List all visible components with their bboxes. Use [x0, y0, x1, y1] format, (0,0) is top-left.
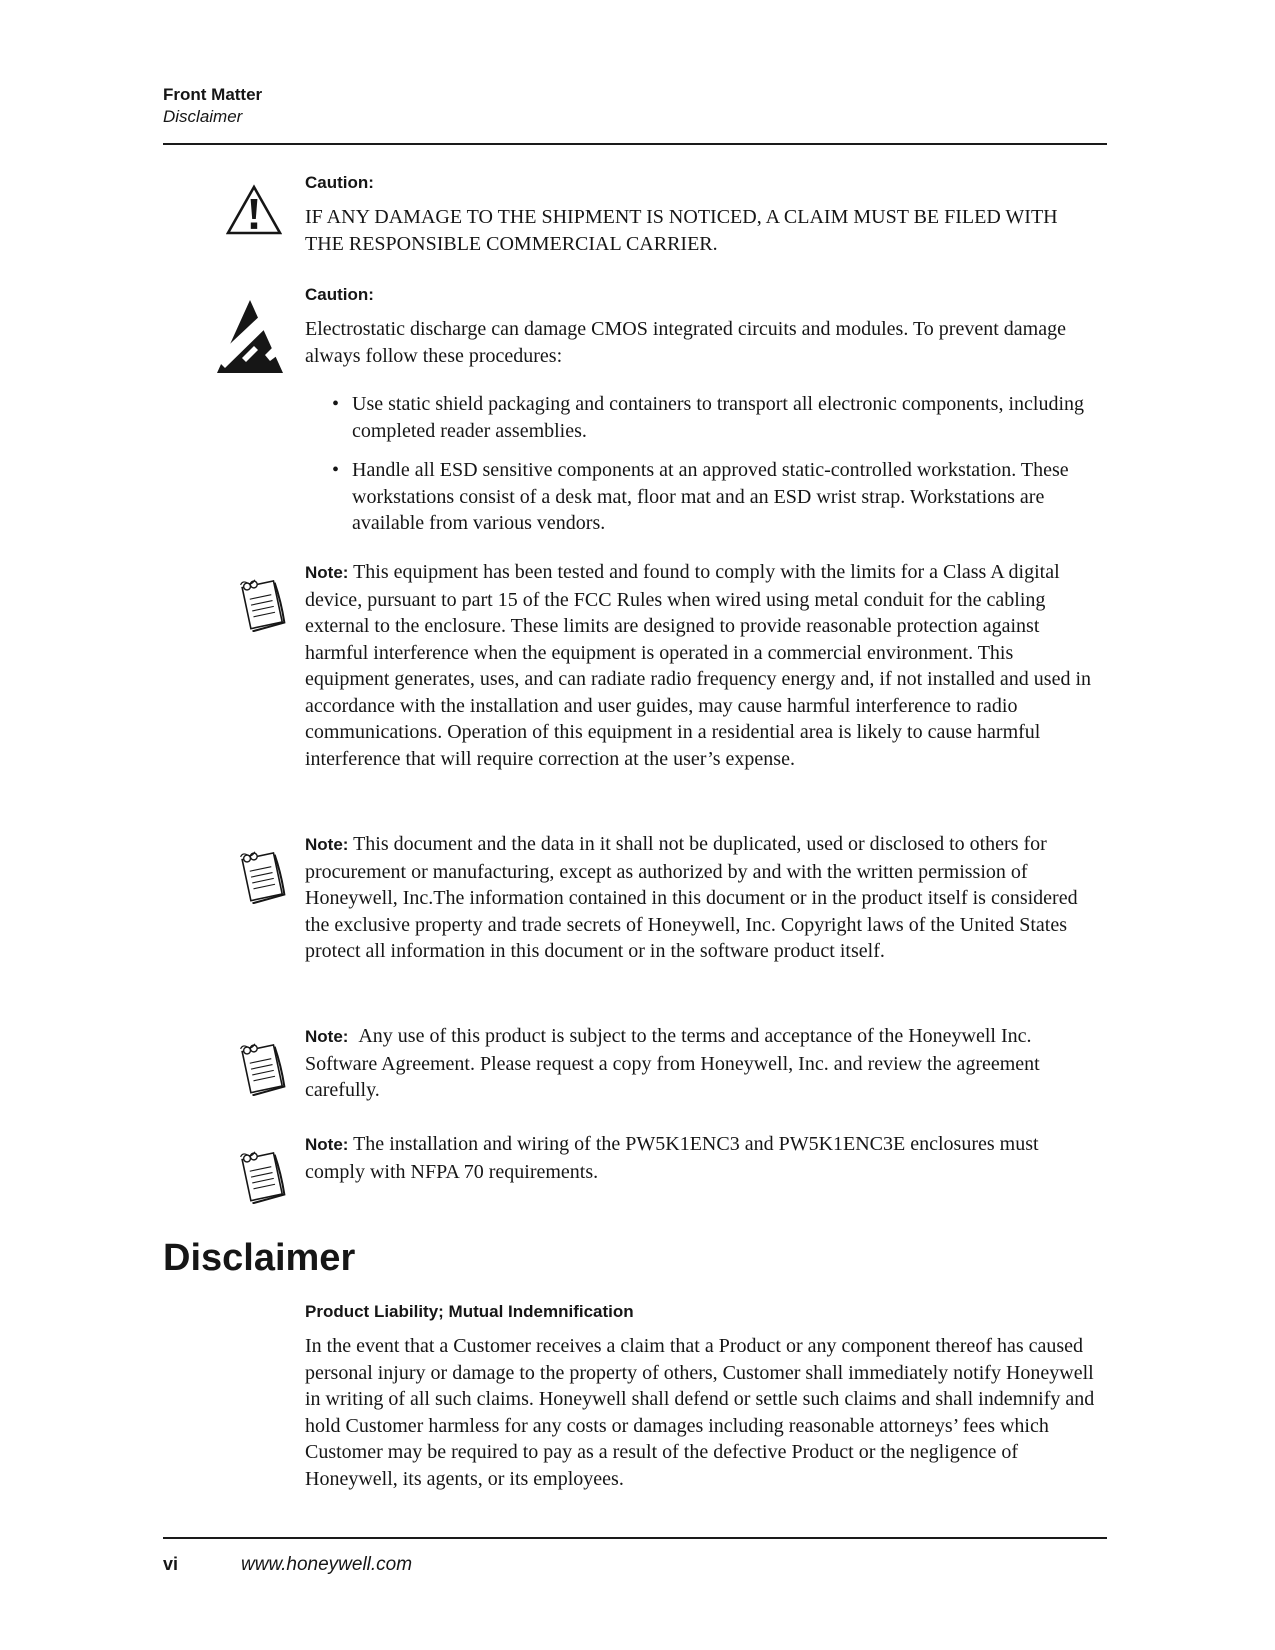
note-content [305, 1131, 1097, 1209]
bullet-marker: • [332, 459, 340, 481]
running-header-title: Front Matter [163, 85, 263, 104]
caution-content [305, 284, 1097, 537]
note-body [305, 831, 1097, 965]
warning-triangle-icon [226, 184, 282, 236]
header-rule [163, 143, 1107, 145]
section-subheading: Product Liability; Mutual Indemnification [305, 1302, 634, 1321]
note-content [305, 1023, 1097, 1104]
bullet-marker: • [332, 393, 340, 415]
running-header [163, 84, 262, 128]
note-label: Note: [305, 563, 349, 582]
footer-rule [163, 1537, 1107, 1539]
note-icon [233, 846, 289, 904]
note-text: The installation and wiring of the PW5K1ENC3 and PW5K1ENC3E enclosures must comply with NFPA 70 requirements. [305, 1133, 1039, 1183]
caution-body: IF ANY DAMAGE TO THE SHIPMENT IS NOTICED, A CLAIM MUST BE FILED WITH THE RESPONSIBLE COMMERCIAL CARRIER. [305, 206, 1058, 255]
note-text: Any use of this product is subject to the terms and acceptance of the Honeywell Inc. Software Agreement. Please request a copy from Honeywell, Inc. and review the agreement carefully. [305, 1025, 1040, 1101]
esd-icon [215, 298, 285, 376]
caution-shipment [163, 172, 1107, 257]
note-text: This document and the data in it shall not be duplicated, used or disclosed to others for procurement or manufacturing, except as authorized by and with the written permission of Honeywell, Inc.The information contained in this document or in the product itself is considered the exclusive property and trade secrets of Honeywell, Inc. Copyright laws of the United States protect all information in this document or in the software product itself. [305, 833, 1078, 962]
note-icon [233, 1146, 289, 1204]
caution-content [305, 172, 1097, 257]
note-icon-cell [163, 831, 305, 965]
note-software-agreement [163, 1023, 1107, 1104]
bullet-item [305, 391, 1097, 444]
bullet-text: Use static shield packaging and containers to transport all electronic components, including completed reader assemblies. [352, 393, 1085, 442]
note-content [305, 831, 1097, 965]
caution-body: Electrostatic discharge can damage CMOS integrated circuits and modules. To prevent damage always follow these procedures: [305, 318, 1066, 367]
note-icon-cell [163, 1131, 305, 1209]
bullet-text: Handle all ESD sensitive components at an approved static-controlled workstation. These workstations consist of a desk mat, floor mat and an ESD wrist strap. Workstations are available from various vendors. [352, 459, 1069, 534]
caution-esd [163, 284, 1107, 537]
page-number: vi [163, 1554, 179, 1574]
note-content [305, 559, 1097, 772]
note-proprietary [163, 831, 1107, 965]
note-icon [233, 574, 289, 632]
note-icon-cell [163, 559, 305, 772]
note-body [305, 1131, 1097, 1185]
section-title: Disclaimer [163, 1237, 356, 1279]
note-label: Note: [305, 835, 349, 854]
note-label: Note: [305, 1135, 349, 1154]
note-body [305, 559, 1097, 772]
page-footer [163, 1553, 412, 1576]
note-text: This equipment has been tested and found to comply with the limits for a Class A digital device, pursuant to part 15 of the FCC Rules when wired using metal conduit for the cabling external to the enclosure. These limits are designed to provide reasonable protection against harmful interference when the equipment is operated in a commercial environment. This equipment generates, uses, and can radiate radio frequency energy and, if not installed and used in accordance with the installation and user guides, may cause harmful interference to radio communications. Operation of this equipment in a residential area is likely to cause harmful interference that will require correction at the user’s expense. [305, 561, 1092, 770]
bullet-list [305, 391, 1097, 537]
note-body [305, 1023, 1097, 1104]
caution-label: Caution: [305, 173, 374, 192]
caution-icon-cell [163, 284, 305, 537]
caution-icon-cell [163, 172, 305, 257]
caution-label: Caution: [305, 285, 374, 304]
note-nfpa [163, 1131, 1107, 1209]
bullet-item [305, 457, 1097, 537]
note-label: Note: [305, 1027, 349, 1046]
running-header-subtitle: Disclaimer [163, 107, 243, 126]
note-icon-cell [163, 1023, 305, 1104]
section-body: In the event that a Customer receives a claim that a Product or any component thereof has caused personal injury or damage to the property of others, Customer shall immediately notify Honeywell in writing of all such claims. Honeywell shall defend or settle such claims and shall indemnify and hold Customer harmless for any costs or damages including reasonable attorneys’ fees which Customer may be required to pay as a result of the defective Product or the negligence of Honeywell, its agents, or its employees. [305, 1335, 1095, 1490]
note-icon [233, 1038, 289, 1096]
footer-url: www.honeywell.com [241, 1554, 413, 1575]
note-fcc [163, 559, 1107, 772]
